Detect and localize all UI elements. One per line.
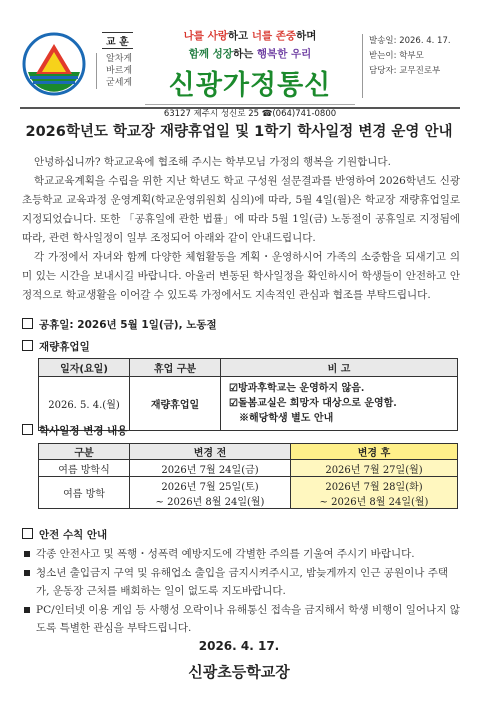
slogan-line-1	[145, 28, 355, 43]
schedule-change-table	[38, 443, 458, 509]
table-header: 비 고	[221, 359, 458, 377]
slogan-part: 하며	[296, 30, 317, 42]
school-motto	[96, 30, 146, 100]
slogan-part: 너를 존중	[251, 30, 297, 42]
remark-line: ☑돌봄교실은 희망자 대상으로 운영함.	[229, 398, 397, 409]
table-header: 휴업 구분	[130, 359, 221, 377]
greeting-paragraph: 안녕하십니까? 학교교육에 협조해 주시는 학부모님 가정의 행복을 기원합니다.	[34, 156, 391, 168]
section-title: 재량휴업일	[39, 341, 90, 353]
table-cell	[130, 477, 291, 509]
remark-line: ☑방과후학교는 운영하지 않음.	[229, 383, 365, 394]
school-logo	[22, 32, 86, 96]
table-header: 변경 전	[130, 444, 291, 460]
recipient: 받는이: 학부모	[369, 51, 424, 61]
body-paragraph: 학교교육계획을 수립을 위한 지난 학년도 학교 구성원 설문결과를 반영하여 2026학년도 신광초등학교 교육과정 운영계획(학교운영위원회 심의)에 따라, 5월 4일(월)은 학교장 재량휴업일로 지정되었습니다. 또한 「공휴일에 관한 법률」에 따라 5월 1일(금) 노동절이 공휴일로 지정됨에 따라, 관련 학사일정이 일부 조정되어 아래와 같이 안내드립니다.	[22, 175, 460, 244]
remarks-cell	[221, 377, 458, 431]
bullet-icon	[24, 607, 30, 613]
slogan-part: 행복한 우리	[256, 48, 312, 60]
section-discretionary	[22, 339, 90, 354]
slogan-part: 나를 사랑	[183, 30, 228, 42]
header-divider	[20, 107, 460, 109]
safety-item-text: 각종 안전사고 및 폭행・성폭력 예방지도에 각별한 주의를 기울여 주시기 바랍니다.	[36, 548, 415, 560]
table-header: 구분	[39, 444, 130, 460]
motto-line: 알차게	[106, 54, 133, 64]
bullet-icon	[24, 570, 30, 576]
table-row	[39, 477, 458, 509]
checkbox-square-icon	[22, 424, 33, 435]
section-title: 안전 수칙 안내	[39, 529, 108, 541]
section-safety	[22, 527, 107, 542]
table-header: 일자(요일)	[39, 359, 130, 377]
section-schedule-change	[22, 423, 127, 438]
person-in-charge: 담당자: 교무진로부	[369, 66, 441, 76]
list-item	[36, 564, 460, 600]
cell-line: ~ 2026년 8월 24일(월)	[319, 496, 429, 508]
newsletter-header	[20, 24, 460, 119]
slogan-part: 함께 성장	[188, 48, 233, 60]
remark-line: ※해당학생 별도 안내	[239, 413, 334, 424]
section-title: 공휴일: 2026년 5월 1일(금), 노동절	[39, 319, 217, 331]
checkbox-square-icon	[22, 318, 33, 329]
masthead	[145, 24, 355, 119]
table-cell: 여름 방학식	[39, 460, 130, 477]
list-item	[36, 601, 460, 637]
slogan-line-2	[145, 46, 355, 61]
cell-line: 2026년 7월 28일(화)	[325, 481, 423, 493]
discretionary-holiday-table	[38, 358, 458, 431]
motto-line: 바르게	[106, 66, 133, 76]
safety-item-text: 청소년 출입금지 구역 및 유해업소 출입을 금지시켜주시고, 밤늦게까지 인근 공원이나 주택가, 운동장 근처를 배회하는 일이 없도록 지도바랍니다.	[36, 567, 449, 597]
signer: 신광초등학교장	[188, 663, 290, 681]
section-title: 학사일정 변경 내용	[39, 425, 128, 437]
newsletter-title: 신광가정통신	[168, 70, 332, 101]
bullet-icon	[24, 551, 30, 557]
motto-line: 굳세게	[106, 78, 133, 88]
school-address: 63127 제주시 성신로 25 ☎(064)741-0800	[145, 104, 355, 119]
document-meta	[362, 34, 469, 98]
slogan-part: 하고	[227, 30, 252, 42]
table-row	[39, 460, 458, 477]
cell-line: 2026년 7월 25일(토)	[161, 481, 259, 493]
checkbox-square-icon	[22, 340, 33, 351]
page-title: 2026학년도 학교장 재량휴업일 및 1학기 학사일정 변경 운영 안내	[25, 124, 453, 140]
table-cell: 2026. 5. 4.(월)	[39, 377, 130, 431]
send-date: 발송일: 2026. 4. 17.	[369, 36, 451, 46]
checkbox-square-icon	[22, 528, 33, 539]
table-cell	[291, 477, 458, 509]
safety-item-text: PC/인터넷 이용 게임 등 사행성 오락이나 유해통신 접속을 금지해서 학생 비행이 일어나지 않도록 특별한 관심을 부탁드립니다.	[36, 604, 460, 634]
list-item	[36, 545, 460, 563]
cell-line: ~ 2026년 8월 24일(월)	[155, 496, 265, 508]
table-cell: 2026년 7월 24일(금)	[130, 460, 291, 477]
motto-title: 교 훈	[102, 32, 133, 49]
table-cell: 재량휴업일	[130, 377, 221, 431]
table-header: 변경 후	[291, 444, 458, 460]
table-cell: 2026년 7월 27일(월)	[291, 460, 458, 477]
body-paragraph: 각 가정에서 자녀와 함께 다양한 체험활동을 계획・운영하시어 가족의 소중함을 되새기고 의미 있는 시간을 보내시길 바랍니다. 아울러 변동된 학사일정을 확인하시어 학생들이 안전하고 안정적으로 학교생활을 이어갈 수 있도록 가정에서도 지속적인 관심과 협조를 부탁드립니다.	[22, 251, 460, 301]
section-holiday	[22, 317, 217, 332]
closing-date: 2026. 4. 17.	[198, 639, 280, 653]
slogan-part: 하는	[232, 48, 257, 60]
table-cell: 여름 방학	[39, 477, 130, 509]
